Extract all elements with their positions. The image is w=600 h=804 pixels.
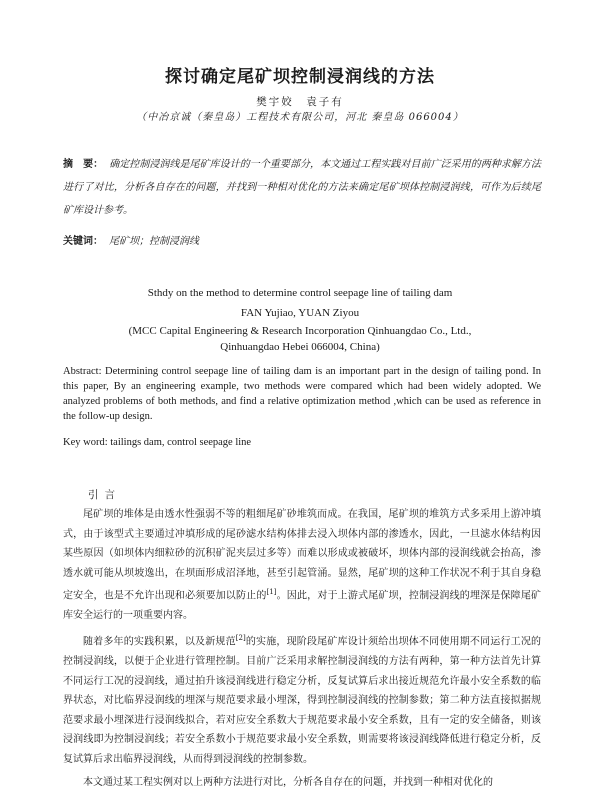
keywords-cn-label: 关键词： xyxy=(63,236,103,247)
intro-body xyxy=(63,505,541,797)
abstract-cn xyxy=(63,153,541,222)
intro-paragraph-1 xyxy=(63,505,541,625)
intro-p1-text-a: 尾矿坝的堆体是由透水性强弱不等的粗细尾矿砂堆筑而成。在我国，尾矿坝的堆筑方式多采用上游冲填式，由于该型式主要通过冲填形成的尾砂滤水结构体排去浸入坝体内部的渗透水，因此，一旦滤水体结构因某些原因（如坝体内细粒砂的沉积矿泥夹层过多等）而难以形成或被破坏，坝体内部的浸润线就会抬高，渗透水就可能从坝坡逸出，在坝面形成沼泽地，甚至引起管涌。显然，尾矿坝的这种工作状况不利于其自身稳定安全，也是不允许出现和必须要加以防止的 xyxy=(63,509,541,602)
authors-en: FAN Yujiao, YUAN Ziyou xyxy=(240,307,360,319)
intro-p1-text-b: 。因此，对于上游式尾矿坝，控制浸润线的埋深是保障尾矿库安全运行的一项重要内容。 xyxy=(63,590,542,621)
affiliation-en-line1: (MCC Capital Engineering & Research Incorporation Qinhuangdao Co., Ltd., xyxy=(128,325,472,337)
abstract-en-text: Determining control seepage line of tailing dam is an important part in the design of tailing pond. In this paper, By an engineering example, two methods were compared which had been widely adopted. We analyzed problems of both methods, and find a relative optimization method ,which can be used as reference in the follow-up design. xyxy=(63,366,542,422)
intro-heading: 引言 xyxy=(88,489,121,501)
intro-paragraph-2 xyxy=(63,629,541,769)
citation-ref: [1] xyxy=(266,588,277,596)
keywords-en-label: Key word: xyxy=(63,437,108,448)
authors-cn: 樊宇姣 袁子有 xyxy=(256,96,344,108)
abstract-en xyxy=(63,364,541,424)
abstract-cn-label: 摘 要： xyxy=(63,159,104,170)
keywords-en-text: tailings dam, control seepage line xyxy=(110,437,252,448)
keywords-en xyxy=(63,437,541,448)
paper-title-en: Sthdy on the method to determine control seepage line of tailing dam xyxy=(147,287,453,299)
paper-title-cn: 探讨确定尾矿坝控制浸润线的方法 xyxy=(165,67,435,87)
abstract-en-label: Abstract: xyxy=(63,366,102,377)
intro-paragraph-3: 本文通过某工程实例对以上两种方法进行对比，分析各自存在的问题，并找到一种相对优化的 xyxy=(83,777,493,789)
affiliation-cn: （中冶京诚（秦皇岛）工程技术有限公司，河北 秦皇岛 066004） xyxy=(136,112,464,123)
citation-ref: [2] xyxy=(235,634,246,643)
intro-p2-text-a: 随着多年的实践积累，以及新规范 xyxy=(83,636,236,648)
keywords-cn xyxy=(63,232,541,247)
abstract-cn-text: 确定控制浸润线是尾矿库设计的一个重要部分，本文通过工程实践对目前广泛采用的两种求解方法进行了对比，分析各自存在的问题，并找到一种相对优化的方法来确定尾矿坝体控制浸润线，可作为后续尾矿库设计参考。 xyxy=(63,159,542,216)
affiliation-en xyxy=(0,323,600,355)
intro-p2-text-b: 的实施，现阶段尾矿库设计须给出坝体不同使用期不同运行工况的控制浸润线，以便于企业进行管理控制。目前广泛采用求解控制浸润线的方法有两种，第一种方法首先计算不同运行工况的浸润线，通过拍升该浸润线进行稳定分析，反复试算后求出接近规范允许最小安全系数的临界状态，对比临界浸润线的埋深与规范要求最小埋深，得到控制浸润线的控制参数；第二种方法直接拟据规范要求最小埋深进行浸润线拟合，若对应安全系数大于规范要求最小安全系数，且有一定的安全储备，则该浸润线即为控制浸润线；若安全系数小于规范要求最小安全系数，则需要将该浸润线降低进行稳定分析，反复试算后求出临界浸润线，从而得到浸润线的控制参数。 xyxy=(63,636,542,765)
keywords-cn-text: 尾矿坝；控制浸润线 xyxy=(109,236,199,247)
affiliation-en-line2: Qinhuangdao Hebei 066004, China) xyxy=(220,341,380,353)
